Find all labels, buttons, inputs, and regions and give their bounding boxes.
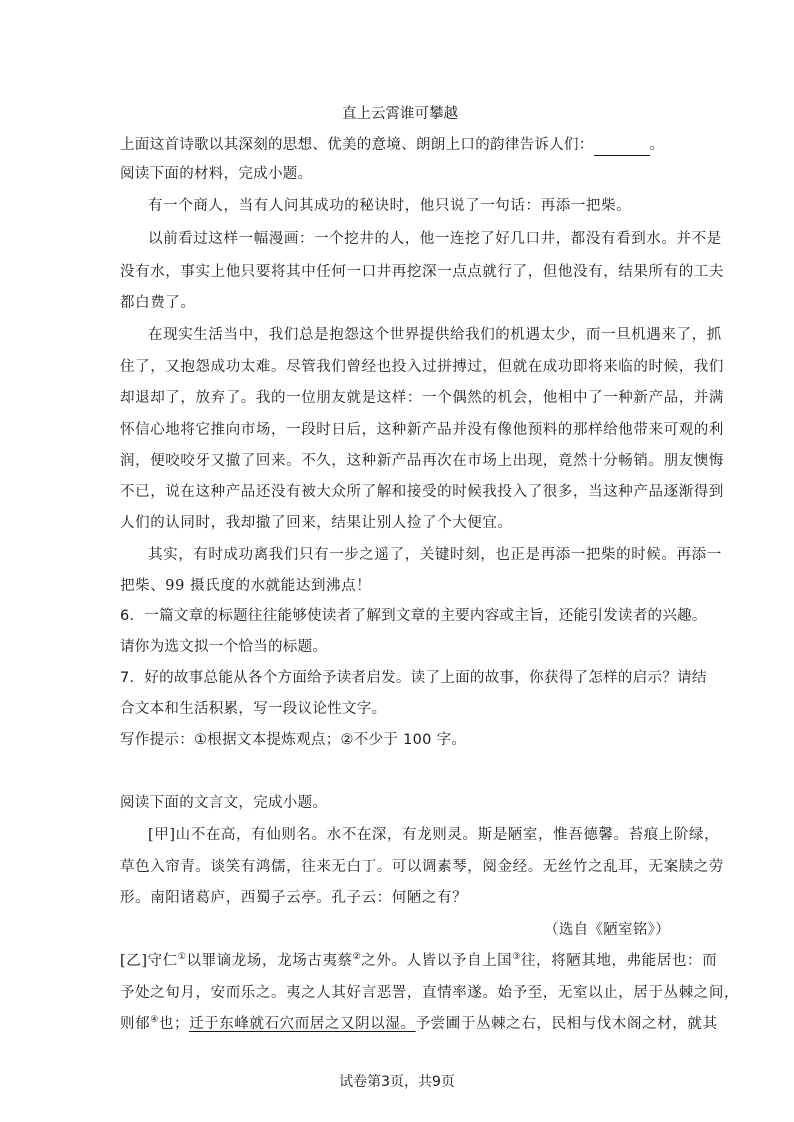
underlined-sentence: 迁于东峰就石穴而居之又阴以湿。	[189, 1016, 416, 1032]
jia-line: [甲]山不在高，有仙则名。水不在深，有龙则灵。斯是陋室，惟吾德馨。苔痕上阶绿，	[148, 827, 720, 843]
passage1-line: 其实，有时成功离我们只有一步之遥了，关键时刻，也正是再添一把柴的时候。再添一	[148, 547, 722, 563]
footnote-marker: ③	[512, 952, 521, 963]
yi-text: 以罪谪龙场，龙场古夷蔡	[186, 953, 353, 969]
yi-line	[120, 951, 717, 971]
page-footer: 试卷第3页，共9页	[339, 1074, 455, 1090]
reading1-intro: 阅读下面的材料，完成小题。	[120, 166, 313, 182]
passage1-line: 没有水，事实上他只要将其中任何一口井再挖深一点点就行了，但他没有，结果所有的工夫	[120, 264, 724, 280]
passage1-line: 住了，又抱怨成功太难。尽管我们曾经也投入过拼搏过，但就在成功即将来临的时候，我们	[120, 359, 724, 375]
jia-line: 形。南阳诸葛庐，西蜀子云亭。孔子云：何陋之有？	[120, 890, 468, 906]
reading2-intro: 阅读下面的文言文，完成小题。	[120, 795, 328, 811]
passage1-line: 有一个商人，当有人问其成功的秘诀时，他只说了一句话：再添一把柴。	[148, 198, 632, 214]
yi-text: 之外。人皆以予自上国	[361, 953, 513, 969]
passage1-line: 都白费了。	[120, 295, 196, 311]
footnote-marker: ②	[352, 952, 362, 963]
yi-text: [乙]守仁	[120, 953, 178, 969]
jia-source: （选自《陋室铭》）	[544, 922, 670, 938]
passage1-line: 却退却了，放弃了。我的一位朋友就是这样：一个偶然的机会，他相中了一种新产品，并满	[120, 390, 724, 406]
poem-line: 直上云霄谁可攀越	[342, 106, 458, 122]
writing-hint: 写作提示：①根据文本提炼观点；②不少于 100 字。	[120, 732, 467, 748]
answer-blank	[594, 135, 650, 156]
question-intro-end: 。	[649, 137, 665, 153]
passage1-line: 不已，说在这种产品还没有被大众所了解和接受的时候我投入了很多，当这种产品逐渐得到	[120, 484, 724, 500]
passage1-line: 在现实生活当中，我们总是抱怨这个世界提供给我们的机遇太少，而一旦机遇来了，抓	[148, 327, 722, 343]
footnote-marker: ④	[150, 1015, 159, 1026]
yi-line	[120, 1014, 718, 1034]
question-6-line: 6．一篇文章的标题往往能够使读者了解到文章的主要内容或主旨，还能引发读者的兴趣。	[120, 608, 707, 624]
jia-line: 草色入帘青。谈笑有鸿儒，往来无白丁。可以调素琴，阅金经。无丝竹之乱耳，无案牍之劳	[120, 859, 724, 875]
passage1-line: 人们的认同时，我却撤了回来，结果让别人捡了个大便宜。	[120, 515, 513, 531]
footnote-marker: ①	[177, 952, 187, 963]
question-7-line: 7．好的故事总能从各个方面给予读者启发。读了上面的故事，你获得了怎样的启示？请结	[120, 670, 707, 686]
yi-line: 予处之旬月，安而乐之。夷之人其好言恶詈，直情率遂。始予至，无室以止，居于丛棘之间，	[120, 985, 740, 1001]
passage1-line: 润，便咬咬牙又撤了回来。不久，这种新产品再次在市场上出现，竟然十分畅销。朋友懊悔	[120, 453, 724, 469]
question-6-line: 请你为选文拟一个恰当的标题。	[120, 639, 328, 655]
question-intro	[120, 135, 664, 156]
passage1-line: 把柴、99 摄氏度的水就能达到沸点！	[120, 578, 372, 594]
passage1-line: 怀信心地将它推向市场，一段时日后，这种新产品并没有像他预料的那样给他带来可观的利	[120, 422, 724, 438]
question-7-line: 合文本和生活积累，写一段议论性文字。	[120, 701, 387, 717]
yi-text: 往，将陋其地，弗能居也：而	[520, 953, 718, 969]
yi-text: 则郁	[120, 1016, 151, 1032]
yi-text: 也；	[158, 1016, 190, 1032]
yi-text: 予尝圃于丛棘之右，民相与伐木阁之材，就其	[415, 1016, 718, 1032]
passage1-line: 以前看过这样一幅漫画：一个挖井的人，他一连挖了好几口井，都没有看到水。并不是	[148, 231, 722, 247]
question-intro-text: 上面这首诗歌以其深刻的思想、优美的意境、朗朗上口的韵律告诉人们：	[120, 137, 594, 153]
